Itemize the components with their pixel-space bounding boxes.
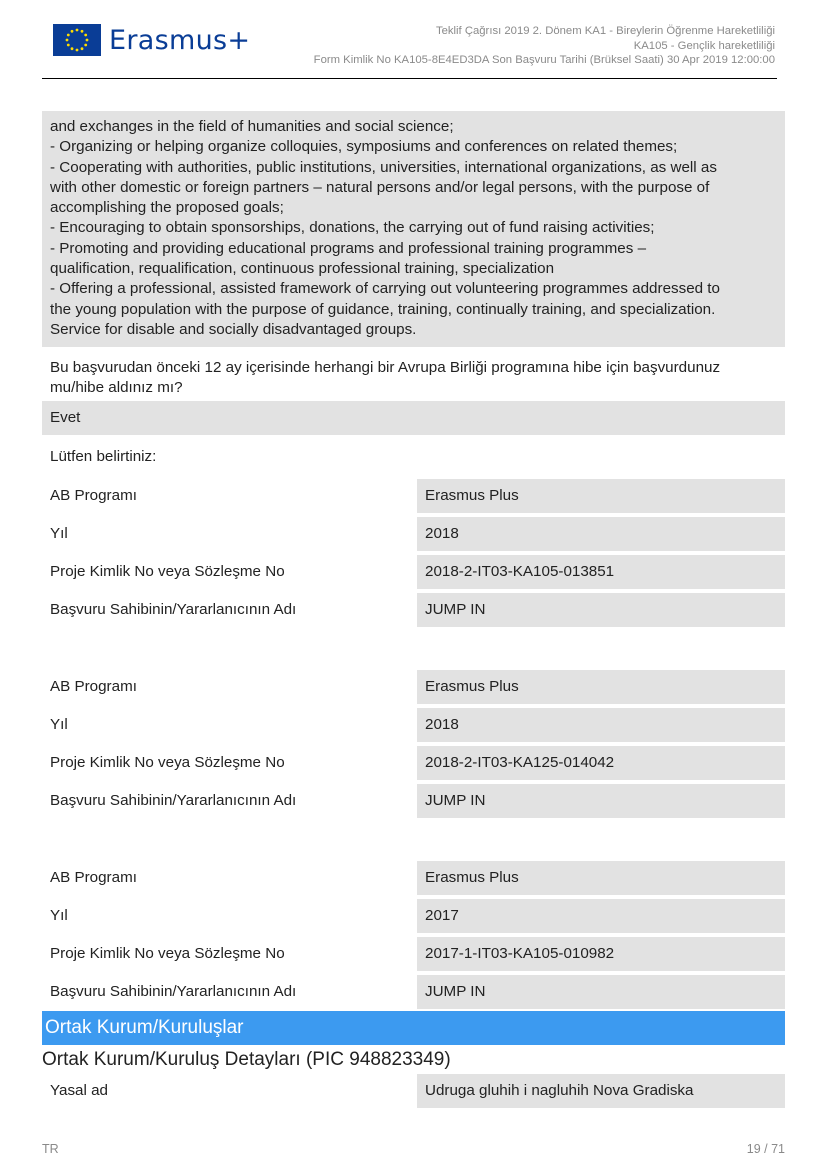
description-line: with other domestic or foreign partners – natural persons and/or legal persons, with the purpose of [50,178,710,196]
grant-block-1 [42,479,785,627]
description-line: - Encouraging to obtain sponsorships, donations, the carrying out of fund raising activities; [50,219,655,237]
description-line: Service for disable and socially disadvantaged groups. [50,320,417,338]
grant-row-project-id [42,555,785,589]
description-line: and exchanges in the field of humanities and social science; [50,118,454,135]
applicant-value: JUMP IN [417,975,785,1009]
prior-grant-answer: Evet [42,401,785,435]
applicant-label: Başvuru Sahibinin/Yararlanıcının Adı [50,601,297,619]
applicant-value: JUMP IN [417,593,785,627]
year-label: Yıl [50,907,68,925]
description-line: accomplishing the proposed goals; [50,199,284,217]
grant-row-year [42,517,785,551]
page-content [42,111,785,1112]
block-spacer [42,631,785,670]
program-label: AB Programı [50,869,137,887]
year-value: 2018 [417,517,785,551]
applicant-label: Başvuru Sahibinin/Yararlanıcının Adı [50,792,297,810]
description-line: - Offering a professional, assisted framework of carrying out volunteering programmes addressed to [50,280,720,298]
legal-name-value: Udruga gluhih i nagluhih Nova Gradiska [417,1074,785,1108]
grant-row-project-id [42,746,785,780]
description-line: - Organizing or helping organize colloquies, symposiums and conferences on related themes; [50,138,678,156]
legal-name-row [42,1074,785,1108]
grant-row-year [42,899,785,933]
program-label: AB Programı [50,487,137,505]
applicant-label: Başvuru Sahibinin/Yararlanıcının Adı [50,983,297,1001]
year-label: Yıl [50,716,68,734]
prior-grant-question [42,348,785,398]
project-id-label: Proje Kimlik No veya Sözleşme No [50,563,285,581]
footer-page-number: 19 / 71 [746,1142,785,1156]
program-value: Erasmus Plus [417,861,785,895]
description-line: the young population with the purpose of guidance, training, continually training, and specialization. [50,300,716,318]
grant-block-2 [42,670,785,818]
grant-row-applicant [42,975,785,1009]
grant-row-year [42,708,785,742]
grant-row-program [42,479,785,513]
organization-description [42,111,785,347]
applicant-value: JUMP IN [417,784,785,818]
header-line-3: Form Kimlik No KA105-8E4ED3DA Son Başvuru Tarihi (Brüksel Saati) 30 Apr 2019 12:00:00 [313,54,775,66]
project-id-value: 2018-2-IT03-KA105-013851 [417,555,785,589]
logo-text: Erasmus+ [109,24,251,56]
footer-language: TR [42,1142,59,1156]
program-value: Erasmus Plus [417,479,785,513]
legal-name-label: Yasal ad [50,1082,108,1100]
header-info [314,24,775,68]
grant-row-applicant [42,784,785,818]
header-line-1: Teklif Çağrısı 2019 2. Dönem KA1 - Bireylerin Öğrenme Hareketliliği [435,25,775,37]
project-id-value: 2018-2-IT03-KA125-014042 [417,746,785,780]
program-label: AB Programı [50,678,137,696]
erasmus-logo [53,24,250,56]
question-line-1: Bu başvurudan önceki 12 ay içerisinde herhangi bir Avrupa Birliği programına hibe için başvurdunuz [50,359,721,377]
grant-row-program [42,670,785,704]
description-line: qualification, requalification, continuous professional training, specialization [50,260,555,278]
partner-details-subtitle: Ortak Kurum/Kuruluş Detayları (PIC 948823349) [42,1049,451,1071]
grant-row-applicant [42,593,785,627]
block-spacer [42,822,785,861]
description-line: - Cooperating with authorities, public institutions, universities, international organizations, as well as [50,158,717,176]
grant-block-3 [42,861,785,1009]
description-line: - Promoting and providing educational programs and professional training programmes – [50,239,647,257]
grant-row-project-id [42,937,785,971]
question-line-2: mu/hibe aldınız mı? [50,379,183,397]
project-id-value: 2017-1-IT03-KA105-010982 [417,937,785,971]
year-value: 2017 [417,899,785,933]
specify-label: Lütfen belirtiniz: [50,448,157,466]
eu-flag-icon [53,24,101,56]
section-title-partners: Ortak Kurum/Kuruluşlar [42,1011,785,1045]
project-id-label: Proje Kimlik No veya Sözleşme No [50,945,285,963]
program-value: Erasmus Plus [417,670,785,704]
grant-row-program [42,861,785,895]
page-header [42,18,777,79]
header-line-2: KA105 - Gençlik hareketliliği [633,39,775,52]
project-id-label: Proje Kimlik No veya Sözleşme No [50,754,285,772]
year-value: 2018 [417,708,785,742]
year-label: Yıl [50,525,68,543]
